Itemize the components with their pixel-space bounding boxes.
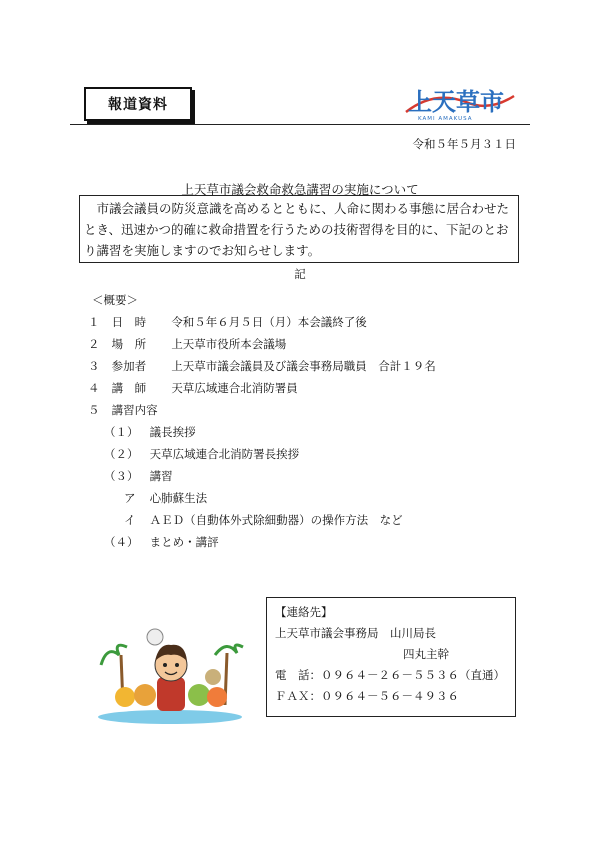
press-release-text: 報道資料 <box>108 97 168 113</box>
subsubitem <box>124 512 403 528</box>
item-label: 講 師 <box>111 381 147 395</box>
subitem-text: まとめ・講評 <box>149 535 219 549</box>
subitem <box>104 446 299 462</box>
summary-box <box>79 195 519 263</box>
city-logo-graphic <box>404 82 516 122</box>
city-logo <box>404 82 516 122</box>
subitem-number: （１） <box>104 425 139 439</box>
item-value: 天草広域連合北消防署員 <box>171 381 298 395</box>
item-place <box>88 336 286 352</box>
subsubitem <box>124 490 207 506</box>
header-divider <box>70 124 530 125</box>
item-label: 参加者 <box>111 359 147 373</box>
contact-box <box>266 597 516 717</box>
item-label: 場 所 <box>111 337 147 351</box>
item-number: ５ <box>88 403 100 417</box>
contact-fax: ＦＡＸ：０９６４－５６－４９３６ <box>275 689 459 703</box>
summary-text: 市議会議員の防災意識を高めるとともに、人命に関わる事態に居合わせたとき、迅速かつ的確に救命措置を行うための技術習得を目的に、下記のとおり講習を実施しますのでお知らせします。 <box>84 201 510 258</box>
subitem-text: 講習 <box>149 469 173 483</box>
logo-text: 上天草市 <box>408 88 504 116</box>
contact-phone: 電 話：０９６４－２６－５５３６（直通） <box>275 668 505 682</box>
press-release-label <box>84 87 192 121</box>
contact-organization: 上天草市議会事務局 山川局長 <box>275 626 436 640</box>
item-value: 上天草市役所本会議場 <box>171 337 287 351</box>
subitem-number: （３） <box>104 469 139 483</box>
item-label: 日 時 <box>111 315 147 329</box>
item-number: １ <box>88 315 100 329</box>
mascot-graphic <box>95 625 245 725</box>
contact-person: 四丸主幹 <box>403 647 449 661</box>
item-instructor <box>88 380 298 396</box>
document-title: 上天草市議会救命救急講習の実施について <box>181 182 419 197</box>
item-value: 上天草市議会議員及び議会事務局職員 合計１９名 <box>171 359 436 373</box>
subitem-number: （４） <box>104 535 139 549</box>
subitem-text: 議長挨拶 <box>149 425 196 439</box>
subitem-text: ＡＥＤ（自動体外式除細動器）の操作方法 など <box>149 513 403 527</box>
subitem-text: 天草広域連合北消防署長挨拶 <box>149 447 300 461</box>
subitem-number: （２） <box>104 447 139 461</box>
item-date <box>88 314 367 330</box>
contact-heading: 【連絡先】 <box>275 605 333 619</box>
ki-marker: 記 <box>294 267 306 281</box>
item-content <box>88 402 158 418</box>
item-number: ３ <box>88 359 100 373</box>
item-participants <box>88 358 436 374</box>
subitem <box>104 534 219 550</box>
item-number: ４ <box>88 381 100 395</box>
subitem-number: ア <box>124 491 136 505</box>
item-value: 令和５年６月５日（月）本会議終了後 <box>171 315 367 329</box>
subitem <box>104 468 173 484</box>
item-label: 講習内容 <box>111 403 158 417</box>
logo-subtext: KAMI AMAKUSA <box>418 116 473 122</box>
mascot-illustration <box>95 625 245 725</box>
outline-heading: ＜概要＞ <box>92 293 138 307</box>
item-number: ２ <box>88 337 100 351</box>
release-date: 令和５年５月３１日 <box>412 137 516 151</box>
subitem-number: イ <box>124 513 136 527</box>
subitem-text: 心肺蘇生法 <box>149 491 208 505</box>
subitem <box>104 424 196 440</box>
